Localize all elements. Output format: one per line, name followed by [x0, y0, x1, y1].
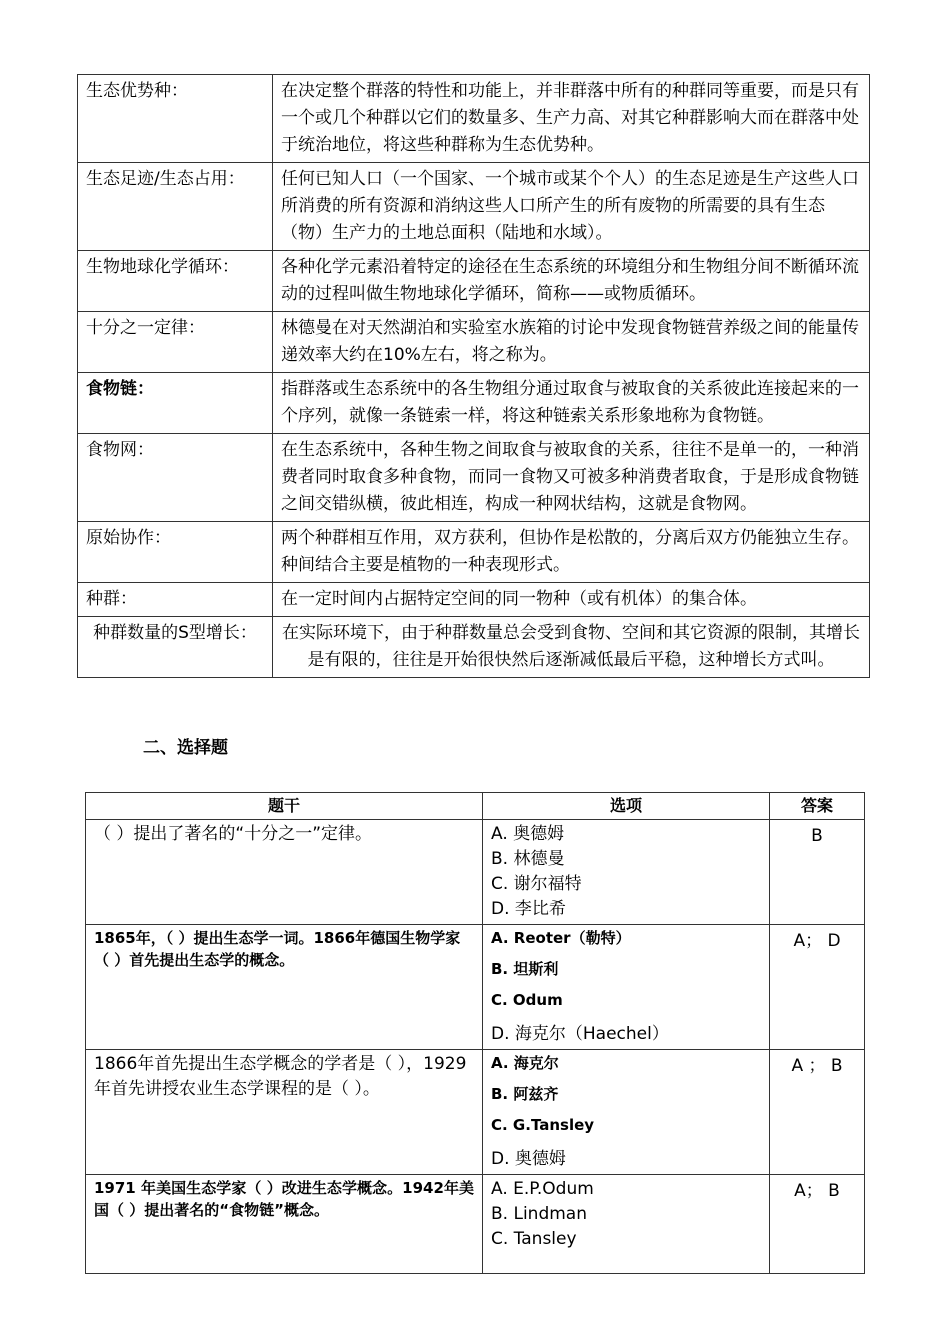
definition-cell: 任何已知人口（一个国家、一个城市或某个个人）的生态足迹是生产这些人口所消费的所有资源和消纳这些人口所产生的所有废物的所需要的具有生态（物）生产力的土地总面积（陆地和水域）。 [273, 163, 870, 251]
option: C. Tansley [491, 1229, 577, 1249]
options-cell [483, 1050, 770, 1175]
option: D. 海克尔（Haechel） [491, 1024, 669, 1044]
quiz-row [86, 1175, 865, 1274]
term-cell: 食物链： [78, 373, 273, 434]
quiz-header-row [86, 793, 865, 820]
question-stem: 1866年首先提出生态学概念的学者是（ ），1929年首先讲授农业生态学课程的是（ ）。 [86, 1050, 483, 1175]
header-options: 选项 [483, 793, 770, 820]
definitions-table [77, 74, 870, 678]
option: B. 阿兹齐 [491, 1085, 559, 1103]
definition-row [78, 373, 870, 434]
option: B. 坦斯利 [491, 960, 559, 978]
term-cell: 生物地球化学循环： [78, 251, 273, 312]
answer-cell: A； B [770, 1175, 865, 1274]
header-stem: 题干 [86, 793, 483, 820]
answer-cell: A ； B [770, 1050, 865, 1175]
quiz-row [86, 820, 865, 925]
question-stem: 1865年，（ ）提出生态学一词。1866年德国生物学家（ ）首先提出生态学的概念。 [86, 925, 483, 1050]
option: C. Odum [491, 991, 563, 1009]
term-cell: 种群： [78, 583, 273, 617]
definition-cell: 林德曼在对天然湖泊和实验室水族箱的讨论中发现食物链营养级之间的能量传递效率大约在10%左右，将之称为。 [273, 312, 870, 373]
options-cell [483, 1175, 770, 1274]
term-cell: 种群数量的S型增长： [78, 617, 273, 678]
term-cell: 十分之一定律： [78, 312, 273, 373]
term-cell: 生态足迹/生态占用： [78, 163, 273, 251]
header-answer: 答案 [770, 793, 865, 820]
section-heading: 二、选择题 [143, 738, 228, 758]
definition-cell: 在一定时间内占据特定空间的同一物种（或有机体）的集合体。 [273, 583, 870, 617]
option: B. Lindman [491, 1204, 587, 1224]
definition-cell: 在决定整个群落的特性和功能上，并非群落中所有的种群同等重要，而是只有一个或几个种群以它们的数量多、生产力高、对其它种群影响大而在群落中处于统治地位，将这些种群称为生态优势种。 [273, 75, 870, 163]
quiz-row [86, 1050, 865, 1175]
term-cell: 食物网： [78, 434, 273, 522]
definition-row [78, 75, 870, 163]
option: C. G.Tansley [491, 1116, 595, 1134]
option: A. E.P.Odum [491, 1179, 594, 1199]
options-cell [483, 925, 770, 1050]
term-cell: 生态优势种： [78, 75, 273, 163]
quiz-row [86, 925, 865, 1050]
definition-cell: 在生态系统中，各种生物之间取食与被取食的关系，往往不是单一的，一种消费者同时取食多种食物，而同一食物又可被多种消费者取食，于是形成食物链之间交错纵横，彼此相连，构成一种网状结构，这就是食物网。 [273, 434, 870, 522]
definition-cell: 在实际环境下，由于种群数量总会受到食物、空间和其它资源的限制，其增长是有限的，往往是开始很快然后逐渐减低最后平稳，这种增长方式叫。 [273, 617, 870, 678]
definition-row [78, 522, 870, 583]
option: A. 奥德姆 [491, 824, 565, 844]
definition-cell: 指群落或生态系统中的各生物组分通过取食与被取食的关系彼此连接起来的一个序列，就像一条链索一样，将这种链索关系形象地称为食物链。 [273, 373, 870, 434]
definition-row [78, 434, 870, 522]
option: D. 奥德姆 [491, 1149, 566, 1169]
option: C. 谢尔福特 [491, 874, 582, 894]
option: A. 海克尔 [491, 1054, 559, 1072]
term-cell: 原始协作： [78, 522, 273, 583]
answer-cell: A； D [770, 925, 865, 1050]
answer-cell: B [770, 820, 865, 925]
definition-cell: 两个种群相互作用，双方获利，但协作是松散的，分离后双方仍能独立生存。种间结合主要是植物的一种表现形式。 [273, 522, 870, 583]
option: D. 李比希 [491, 899, 566, 919]
question-stem: 1971 年美国生态学家（ ）改进生态学概念。1942年美国（ ）提出著名的“食物链”概念。 [86, 1175, 483, 1274]
definition-row [78, 583, 870, 617]
options-cell [483, 820, 770, 925]
quiz-table [85, 792, 865, 1274]
definition-row [78, 617, 870, 678]
definition-row [78, 251, 870, 312]
definition-cell: 各种化学元素沿着特定的途径在生态系统的环境组分和生物组分间不断循环流动的过程叫做生物地球化学循环，简称——或物质循环。 [273, 251, 870, 312]
question-stem: （ ）提出了著名的“十分之一”定律。 [86, 820, 483, 925]
option: B. 林德曼 [491, 849, 565, 869]
definition-row [78, 312, 870, 373]
definition-row [78, 163, 870, 251]
option: A. Reoter（勒特） [491, 929, 631, 947]
